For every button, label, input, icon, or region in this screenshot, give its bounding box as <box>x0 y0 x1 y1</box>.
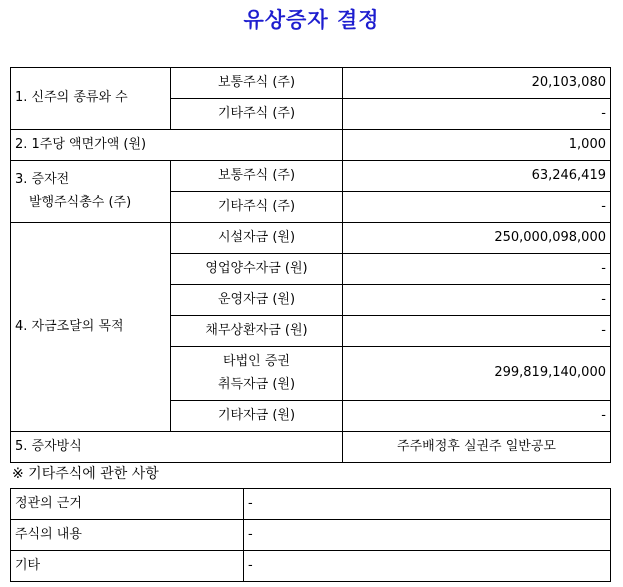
common-stock-value: 63,246,419 <box>343 161 611 192</box>
etc-label: 기타 <box>11 551 244 582</box>
table-row <box>11 223 611 254</box>
label-line: 발행주식총수 (주) <box>29 194 132 210</box>
table-row <box>11 161 611 192</box>
purpose-value: - <box>343 401 611 432</box>
etc-label: 정관의 근거 <box>11 489 244 520</box>
purpose-value: - <box>343 316 611 347</box>
row-label-purpose: 4. 자금조달의 목적 <box>11 223 171 432</box>
etc-label: 주식의 내용 <box>11 520 244 551</box>
etc-value: - <box>244 551 611 582</box>
purpose-label <box>171 347 343 401</box>
label-line: 취득자금 (원) <box>217 376 296 392</box>
row-label-par-value: 2. 1주당 액면가액 (원) <box>11 130 343 161</box>
table-row <box>11 432 611 463</box>
row-label-new-shares: 1. 신주의 종류와 수 <box>11 68 171 130</box>
purpose-value: 299,819,140,000 <box>343 347 611 401</box>
decision-table <box>10 67 611 463</box>
row-label-issue-method: 5. 증자방식 <box>11 432 343 463</box>
purpose-label: 기타자금 (원) <box>171 401 343 432</box>
page-title: 유상증자 결정 <box>243 7 380 32</box>
other-stock-value: - <box>343 99 611 130</box>
issue-method-value: 주주배정후 실권주 일반공모 <box>343 432 611 463</box>
row-label-pre-issue-shares <box>11 161 171 223</box>
purpose-label: 영업양수자금 (원) <box>171 254 343 285</box>
purpose-value: - <box>343 285 611 316</box>
other-stock-label: 기타주식 (주) <box>171 192 343 223</box>
purpose-label: 채무상환자금 (원) <box>171 316 343 347</box>
purpose-label: 시설자금 (원) <box>171 223 343 254</box>
purpose-value: 250,000,098,000 <box>343 223 611 254</box>
table-row <box>11 130 611 161</box>
other-stock-label: 기타주식 (주) <box>171 99 343 130</box>
table-row <box>11 489 611 520</box>
other-stock-table <box>10 488 611 582</box>
purpose-label: 운영자금 (원) <box>171 285 343 316</box>
common-stock-label: 보통주식 (주) <box>171 68 343 99</box>
common-stock-label: 보통주식 (주) <box>171 161 343 192</box>
section-note: ※ 기타주식에 관한 사항 <box>12 466 159 482</box>
table-row <box>11 551 611 582</box>
par-value: 1,000 <box>343 130 611 161</box>
etc-value: - <box>244 520 611 551</box>
purpose-value: - <box>343 254 611 285</box>
label-line: 타법인 증권 <box>223 354 290 370</box>
table-row <box>11 68 611 99</box>
common-stock-value: 20,103,080 <box>343 68 611 99</box>
table-row <box>11 520 611 551</box>
etc-value: - <box>244 489 611 520</box>
label-line: 3. 증자전 <box>15 172 70 188</box>
other-stock-value: - <box>343 192 611 223</box>
